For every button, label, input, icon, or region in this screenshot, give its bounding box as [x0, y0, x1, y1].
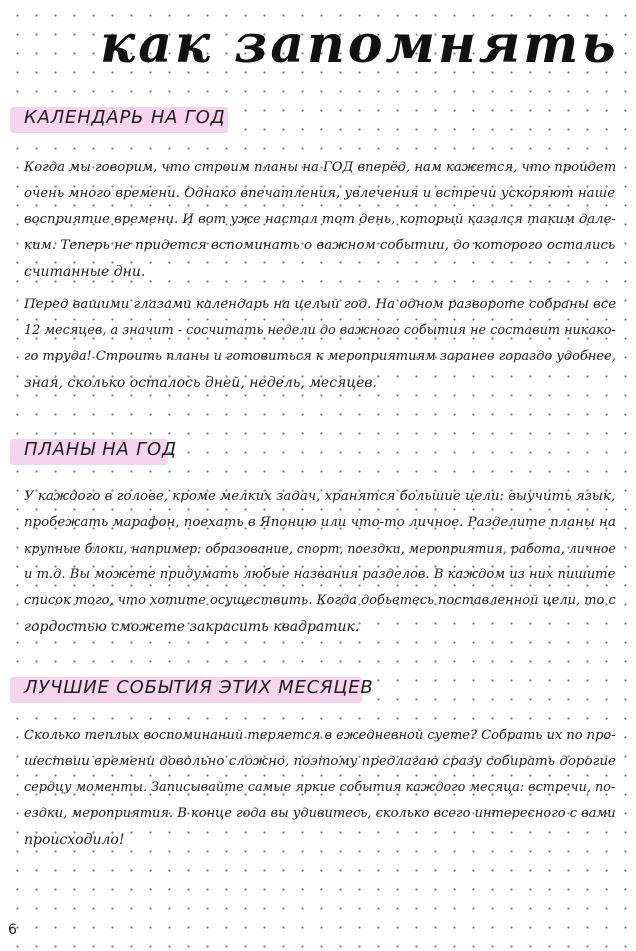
text-line: 12 месяцев, а значит - сосчитать недели до важного события не составит никако- — [24, 323, 616, 338]
page-title: как запомнять — [100, 14, 619, 75]
section-heading-best-events — [10, 672, 386, 704]
text-line: гордостью сможете закрасить квадратик. — [24, 619, 360, 635]
text-line: Перед вашими глазами календарь на целый год. На одном развороте собраны все — [24, 297, 617, 312]
text-line: очень много времени. Однако впечатления, увлечения и встречи ускоряют наше — [24, 186, 616, 201]
section-heading-plans — [10, 434, 189, 466]
text-line: крупные блоки, например: образование, спорт, поездки, мероприятия, работа, личное — [24, 541, 616, 556]
paragraph-best-events — [24, 723, 616, 853]
paragraph-plans — [24, 484, 616, 640]
section-heading-calendar — [10, 102, 237, 134]
paragraph-calendar-1 — [24, 155, 616, 285]
text-line: шествии времени довольно сложно, поэтому предлагаю сразу собирать дорогие — [24, 754, 616, 769]
text-line: считанные дни. — [24, 264, 146, 280]
text-line: пробежать марафон, поехать в Японию или что-то личное. Разделите планы на — [24, 515, 616, 530]
page-number: 6 — [8, 922, 17, 938]
text-line: и т.д. Вы можете придумать любые названия разделов. В каждом из них пишите — [24, 567, 616, 582]
heading-text: КАЛЕНДАРЬ НА ГОД — [24, 107, 226, 128]
text-line: ким. Теперь не придется вспоминать о важном событии, до которого остались — [24, 238, 616, 253]
text-line: зная, сколько осталось дней, недель, месяцев. — [24, 375, 377, 391]
text-line: ездки, мероприятия. В конце года вы удивитесь, сколько всего интересного с вами — [24, 806, 616, 821]
text-line: происходило! — [24, 832, 125, 848]
heading-text: ПЛАНЫ НА ГОД — [24, 439, 177, 460]
text-line: Когда мы говорим, что строим планы на ГОД вперёд, нам кажется, что пройдет — [24, 160, 617, 175]
heading-text: ЛУЧШИЕ СОБЫТИЯ ЭТИХ МЕСЯЦЕВ — [24, 677, 374, 698]
text-line: сердцу моменты. Записывайте самые яркие события каждого месяца: встречи, по- — [24, 780, 616, 795]
text-line: восприятие времени. И вот уже настал тот день, который казался таким дале- — [24, 212, 616, 227]
text-line: список того, что хотите осуществить. Когда добьетесь поставленной цели, то с — [24, 593, 616, 608]
text-line: го труда! Строить планы и готовиться к мероприятиям заранее гораздо удобнее, — [24, 349, 616, 364]
paragraph-calendar-2 — [24, 292, 616, 396]
text-line: Сколько теплых воспоминаний теряется в ежедневной суете? Собрать их по про- — [24, 728, 616, 743]
text-line: У каждого в голове, кроме мелких задач, хранятся большие цели: выучить язык, — [24, 489, 616, 504]
